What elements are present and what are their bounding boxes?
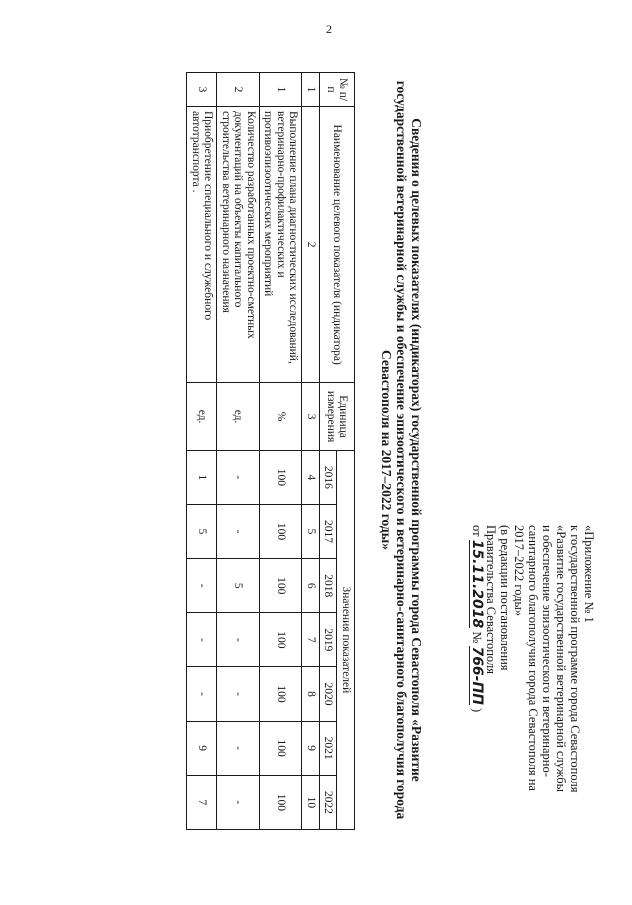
handwritten-number: 766-ПП xyxy=(469,646,485,705)
header-num: № п/п xyxy=(320,73,355,107)
appendix-line: (в редакции постановления xyxy=(498,525,512,671)
row-value: 100 xyxy=(260,450,303,504)
table-row xyxy=(187,73,217,830)
row-unit: ед. xyxy=(187,383,217,450)
header-year: 2018 xyxy=(320,559,338,613)
column-index: 1 xyxy=(302,73,320,107)
row-value: - xyxy=(187,559,217,613)
row-unit: % xyxy=(260,383,303,450)
header-values-group: Значения показателей xyxy=(337,450,355,829)
row-value: - xyxy=(187,667,217,721)
number-field xyxy=(469,646,484,704)
column-index: 10 xyxy=(302,775,320,829)
row-value: - xyxy=(217,613,260,667)
date-field xyxy=(469,540,484,629)
row-value: 9 xyxy=(187,721,217,775)
appendix-line: и обеспечение эпизоотического и ветеринарно- xyxy=(540,525,554,777)
row-value: 100 xyxy=(260,504,303,558)
column-index: 3 xyxy=(302,383,320,450)
row-value: - xyxy=(217,775,260,829)
table-row xyxy=(217,73,260,830)
row-value: 100 xyxy=(260,721,303,775)
header-unit: Единица измерения xyxy=(320,383,355,450)
appendix-date-line xyxy=(469,525,484,825)
number-prefix: № xyxy=(470,631,484,644)
row-value: 100 xyxy=(260,667,303,721)
column-index: 7 xyxy=(302,613,320,667)
row-num: 2 xyxy=(217,73,260,107)
column-index: 2 xyxy=(302,106,320,382)
appendix-line: к государственной программе города Севастополя xyxy=(568,525,582,793)
table-row xyxy=(260,73,303,830)
appendix-line: 2017–2022 годы» xyxy=(512,525,526,617)
row-num: 1 xyxy=(260,73,303,107)
handwritten-date: 15.11.2018 xyxy=(469,539,485,629)
row-value: 5 xyxy=(217,559,260,613)
appendix-line: санитарного благополучия города Севастополя на xyxy=(526,525,540,791)
appendix-line: «Приложение № 1 xyxy=(582,525,596,623)
column-index: 5 xyxy=(302,504,320,558)
header-year: 2016 xyxy=(320,450,338,504)
appendix-line: «Развитие государственной ветеринарной службы xyxy=(554,525,568,792)
document-title: Сведения о целевых показателях (индикаторах) государственной программы города Севастополя «Развитие государственной ветеринарной службы и обеспечение эпизоотического и ветеринарно-санитарного благополучия города Севастополя на 2017–2022 годы» xyxy=(379,80,424,820)
appendix-line: Правительства Севастополя xyxy=(484,525,498,674)
row-value: 100 xyxy=(260,775,303,829)
column-index: 4 xyxy=(302,450,320,504)
row-value: 1 xyxy=(187,450,217,504)
row-value: - xyxy=(217,721,260,775)
closing-paren: ) xyxy=(470,708,484,713)
row-value: - xyxy=(217,450,260,504)
header-year: 2019 xyxy=(320,613,338,667)
column-index-row xyxy=(302,73,320,830)
rotated-sheet xyxy=(60,60,620,840)
date-prefix: от xyxy=(470,525,484,537)
row-name: Количество разработанных проектно-сметных документаций на объекты капитального строительства ветеринарного назначения xyxy=(217,106,260,382)
row-name: Приобретение специального и служебного автотранспорта . xyxy=(187,106,217,382)
header-year: 2021 xyxy=(320,721,338,775)
row-value: 100 xyxy=(260,559,303,613)
row-value: 5 xyxy=(187,504,217,558)
row-num: 3 xyxy=(187,73,217,107)
row-name: Выполнение плана диагностических исследований, ветеринарно-профилактических и противоэпизоотических мероприятий xyxy=(260,106,303,382)
header-year: 2017 xyxy=(320,504,338,558)
row-value: - xyxy=(187,613,217,667)
row-value: - xyxy=(217,667,260,721)
header-year: 2020 xyxy=(320,667,338,721)
indicators-table xyxy=(187,72,356,830)
row-value: 100 xyxy=(260,613,303,667)
header-name: Наименование целевого показателя (индикатора) xyxy=(320,106,355,382)
header-year: 2022 xyxy=(320,775,338,829)
appendix-block xyxy=(469,525,596,825)
row-value: - xyxy=(217,504,260,558)
column-index: 8 xyxy=(302,667,320,721)
column-index: 6 xyxy=(302,559,320,613)
page-number: 2 xyxy=(326,22,332,36)
column-index: 9 xyxy=(302,721,320,775)
row-unit: ед. xyxy=(217,383,260,450)
row-value: 7 xyxy=(187,775,217,829)
